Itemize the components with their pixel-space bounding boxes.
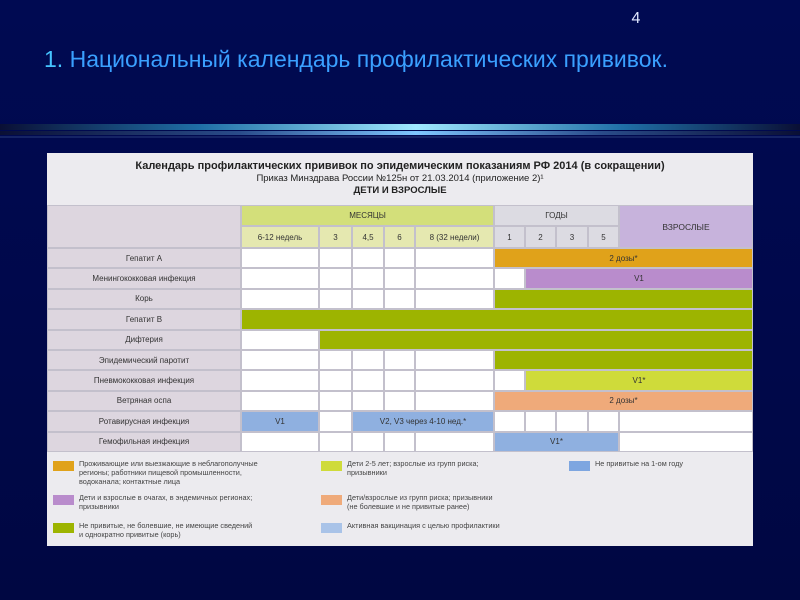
row-label: Эпидемический паротит: [47, 350, 241, 370]
legend-swatch: [53, 495, 74, 505]
legend-line: Проживающие или выезжающие в неблагополучные: [79, 459, 258, 468]
document-subheading: ДЕТИ И ВЗРОСЛЫЕ: [353, 185, 447, 196]
table-cell: [352, 268, 384, 288]
legend-line: и однократно привитые (корь): [79, 530, 181, 539]
hepatitis-b-band: [242, 310, 752, 328]
year-col-header: 3: [556, 226, 588, 248]
table-cell: [415, 248, 494, 268]
table-cell: [352, 391, 384, 411]
legend-line: (не болевшие и не привитые ранее): [347, 502, 470, 511]
month-col-header: 6: [384, 226, 415, 248]
legend-text: [347, 521, 500, 530]
legend-line: водоканала; контактные лица: [79, 477, 181, 486]
row-label: Гепатит А: [47, 248, 241, 268]
table-cell: [384, 268, 415, 288]
mumps-band: [495, 351, 752, 369]
rotavirus-v1-band: V1: [242, 412, 318, 430]
legend-line: регионы; работники пищевой промышленности,: [79, 468, 242, 477]
vaccination-calendar-document: [47, 153, 753, 546]
row-label: Менингококковая инфекция: [47, 268, 241, 288]
table-cell: [588, 411, 619, 431]
document-heading: Календарь профилактических прививок по эпидемическим показаниям РФ 2014 (в сокращении): [135, 160, 665, 172]
table-cell: [319, 391, 352, 411]
hib-band: V1*: [495, 433, 618, 451]
legend-line: призывники: [347, 468, 387, 477]
legend-swatch: [569, 461, 590, 471]
rotavirus-v2v3-band: V2, V3 через 4-10 нед.*: [353, 412, 493, 430]
table-cell: [352, 289, 384, 309]
year-col-header: 1: [494, 226, 525, 248]
legend-line: Дети и взрослые в очагах, в эндемичных регионах;: [79, 493, 253, 502]
decorative-bar-3: [0, 136, 800, 138]
table-cell: [619, 432, 753, 452]
vaccination-table: [47, 153, 753, 546]
row-label: Корь: [47, 289, 241, 309]
year-col-header: 2: [525, 226, 556, 248]
table-cell: [556, 411, 588, 431]
table-cell: [241, 289, 319, 309]
table-cell: [319, 432, 352, 452]
table-cell: [352, 370, 384, 390]
months-header: МЕСЯЦЫ: [241, 205, 494, 226]
slide-title: [44, 46, 784, 73]
legend-line: Активная вакцинация с целью профилактики: [347, 521, 500, 530]
row-label: Дифтерия: [47, 330, 241, 350]
corner-cell: [47, 205, 241, 248]
month-col-header: 3: [319, 226, 352, 248]
diphtheria-band: [320, 331, 752, 349]
table-cell: [619, 411, 753, 431]
legend-text: [79, 459, 258, 486]
legend-line: Дети/взрослые из групп риска; призывники: [347, 493, 493, 502]
table-cell: [415, 268, 494, 288]
table-cell: [415, 350, 494, 370]
table-cell: [241, 330, 319, 350]
row-label: Пневмококковая инфекция: [47, 370, 241, 390]
legend-text: [347, 459, 479, 477]
table-cell: [241, 248, 319, 268]
table-cell: [319, 289, 352, 309]
legend-text: [347, 493, 493, 511]
decorative-bar-2: [0, 131, 800, 135]
table-cell: [319, 268, 352, 288]
table-cell: [415, 391, 494, 411]
slide-number: 4: [631, 10, 641, 27]
table-cell: [525, 411, 556, 431]
table-cell: [319, 248, 352, 268]
month-col-header: 6-12 недель: [241, 226, 319, 248]
legend-text: [79, 521, 252, 539]
legend-text: [595, 459, 683, 468]
legend-swatch: [53, 461, 74, 471]
years-header: ГОДЫ: [494, 205, 619, 226]
legend-line: призывники: [79, 502, 119, 511]
adults-header: ВЗРОСЛЫЕ: [619, 205, 753, 248]
table-cell: [415, 289, 494, 309]
table-cell: [352, 248, 384, 268]
legend-line: Не привитые, не болевшие, не имеющие сведений: [79, 521, 253, 530]
hepatitis-a-band: 2 дозы*: [495, 249, 752, 267]
year-col-header: 5: [588, 226, 619, 248]
legend-swatch: [53, 523, 74, 533]
measles-band: [495, 290, 752, 308]
table-cell: [384, 391, 415, 411]
table-cell: [241, 350, 319, 370]
row-label: Гемофильная инфекция: [47, 432, 241, 452]
legend-line: Дети 2-5 лет; взрослые из групп риска;: [347, 459, 479, 468]
table-cell: [352, 432, 384, 452]
title-text: Национальный календарь профилактических прививок.: [69, 46, 668, 72]
table-cell: [319, 350, 352, 370]
legend-line: Не привитые на 1-ом году: [595, 459, 684, 468]
row-label: Ротавирусная инфекция: [47, 411, 241, 431]
legend-text: [79, 493, 252, 511]
legend-swatch: [321, 495, 342, 505]
pneumococcal-band: V1*: [526, 371, 752, 389]
table-cell: [494, 268, 525, 288]
table-cell: [494, 370, 525, 390]
decorative-bar: [0, 124, 800, 130]
table-cell: [319, 370, 352, 390]
legend-swatch: [321, 461, 342, 471]
month-col-header: 4,5: [352, 226, 384, 248]
table-cell: [241, 268, 319, 288]
table-cell: [319, 411, 352, 431]
table-cell: [494, 411, 525, 431]
table-cell: [384, 432, 415, 452]
table-cell: [384, 370, 415, 390]
row-label: Ветряная оспа: [47, 391, 241, 411]
varicella-band: 2 дозы*: [495, 392, 752, 410]
document-order: Приказ Минздрава России №125н от 21.03.2014 (приложение 2)¹: [256, 173, 544, 184]
table-cell: [241, 391, 319, 411]
table-cell: [384, 289, 415, 309]
row-label: Гепатит В: [47, 309, 241, 329]
table-cell: [241, 432, 319, 452]
table-cell: [241, 370, 319, 390]
table-cell: [384, 248, 415, 268]
title-number: 1.: [44, 46, 64, 72]
table-cell: [415, 432, 494, 452]
legend-swatch: [321, 523, 342, 533]
table-cell: [415, 370, 494, 390]
month-col-header: 8 (32 недели): [415, 226, 494, 248]
meningococcal-band: V1: [526, 269, 752, 287]
table-cell: [384, 350, 415, 370]
table-cell: [352, 350, 384, 370]
